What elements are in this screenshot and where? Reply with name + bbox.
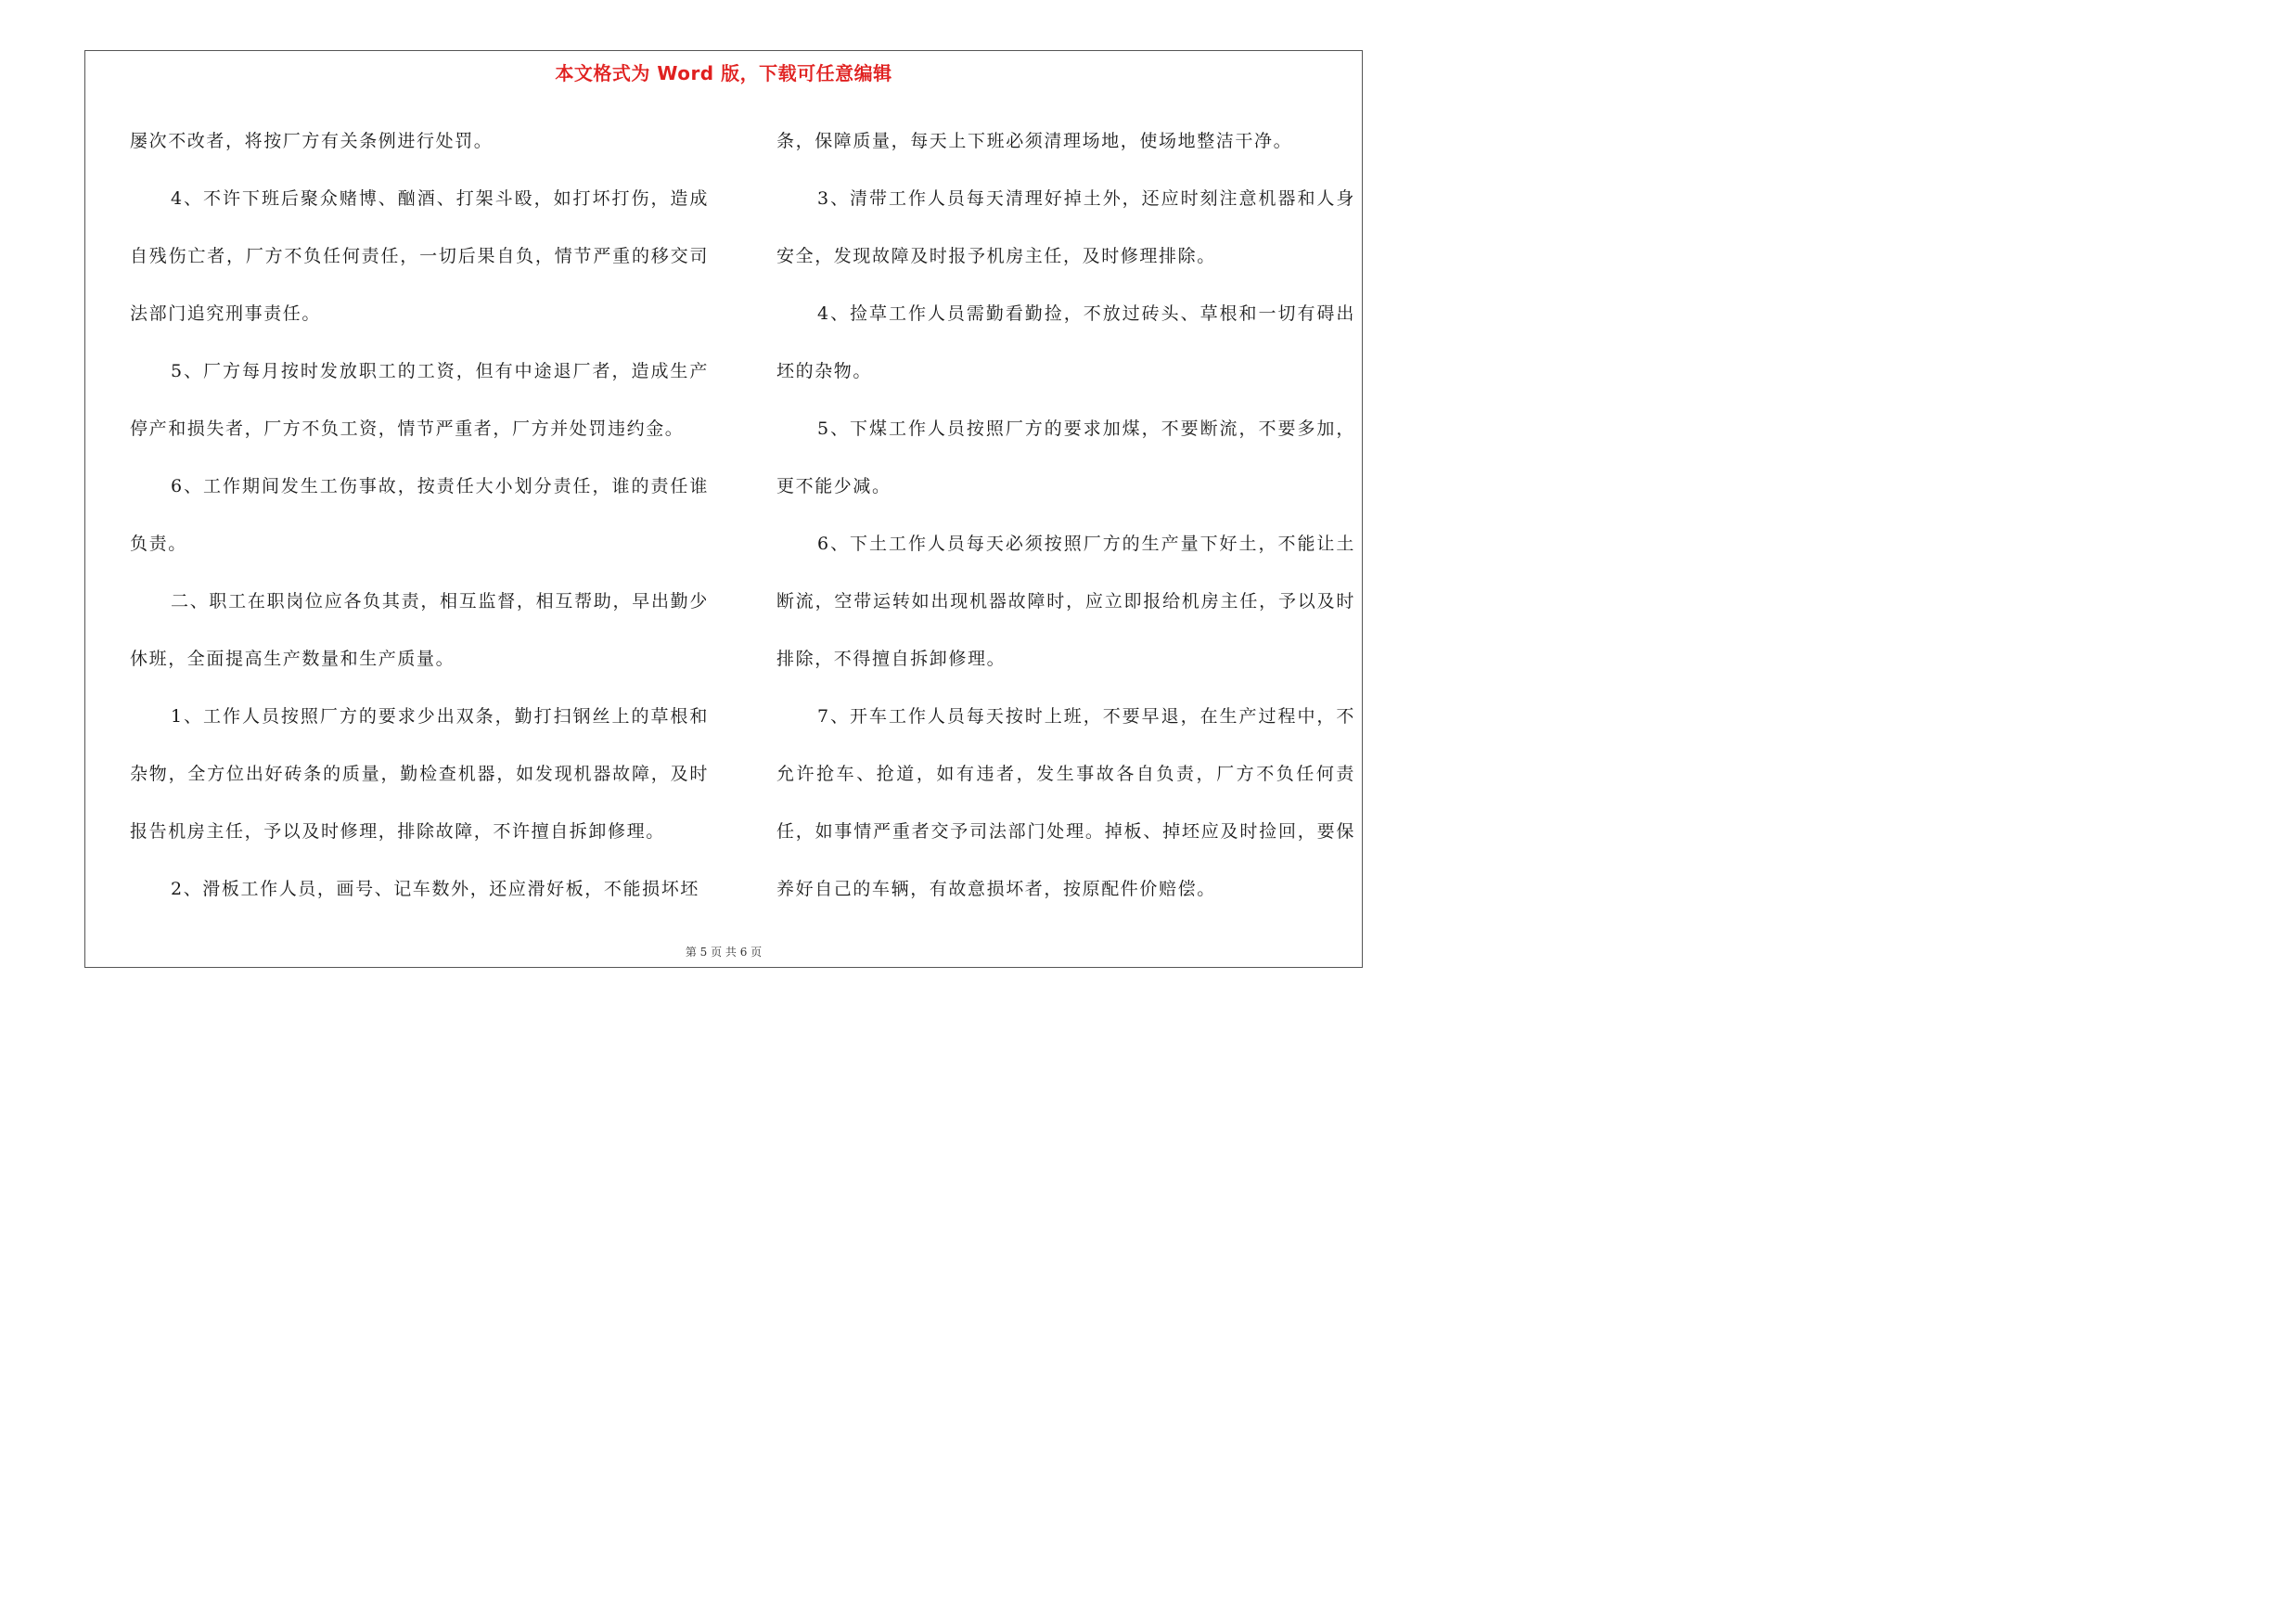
- paragraph: 4、捡草工作人员需勤看勤捡，不放过砖头、草根和一切有碍出坯的杂物。: [776, 303, 1355, 381]
- left-column: [130, 112, 709, 918]
- format-banner: 本文格式为 Word 版，下载可任意编辑: [555, 62, 892, 84]
- paragraph: 条，保障质量，每天上下班必须清理场地，使场地整洁干净。: [776, 131, 1293, 151]
- paragraph: 3、清带工作人员每天清理好掉土外，还应时刻注意机器和人身安全，发现故障及时报予机房主任，及时修理排除。: [776, 188, 1355, 266]
- right-column: [776, 112, 1355, 918]
- page-number: 第 5 页 共 6 页: [685, 946, 763, 959]
- paragraph: 屡次不改者，将按厂方有关条例进行处罚。: [130, 131, 494, 151]
- page-frame: [84, 50, 1363, 968]
- paragraph: 5、下煤工作人员按照厂方的要求加煤，不要断流，不要多加，更不能少减。: [776, 419, 1355, 496]
- paragraph: 6、工作期间发生工伤事故，按责任大小划分责任，谁的责任谁负责。: [130, 476, 709, 554]
- paragraph: 二、职工在职岗位应各负其责，相互监督，相互帮助，早出勤少休班，全面提高生产数量和生产质量。: [130, 591, 709, 669]
- paragraph: 7、开车工作人员每天按时上班，不要早退，在生产过程中，不允许抢车、抢道，如有违者，发生事故各自负责，厂方不负任何责任，如事情严重者交予司法部门处理。掉板、掉坯应及时捡回，要保养好自己的车辆，有故意损坏者，按原配件价赔偿。: [776, 706, 1355, 899]
- paragraph: 5、厂方每月按时发放职工的工资，但有中途退厂者，造成生产停产和损失者，厂方不负工资，情节严重者，厂方并处罚违约金。: [130, 361, 709, 439]
- paragraph: 1、工作人员按照厂方的要求少出双条，勤打扫钢丝上的草根和杂物，全方位出好砖条的质量，勤检查机器，如发现机器故障，及时报告机房主任，予以及时修理，排除故障，不许擅自拆卸修理。: [130, 706, 709, 842]
- paragraph: 2、滑板工作人员，画号、记车数外，还应滑好板，不能损坏坯: [171, 879, 699, 899]
- paragraph: 6、下土工作人员每天必须按照厂方的生产量下好土，不能让土断流，空带运转如出现机器故障时，应立即报给机房主任，予以及时排除，不得擅自拆卸修理。: [776, 534, 1355, 669]
- paragraph: 4、不许下班后聚众赌博、酗酒、打架斗殴，如打坏打伤，造成自残伤亡者，厂方不负任何责任，一切后果自负，情节严重的移交司法部门追究刑事责任。: [130, 188, 709, 324]
